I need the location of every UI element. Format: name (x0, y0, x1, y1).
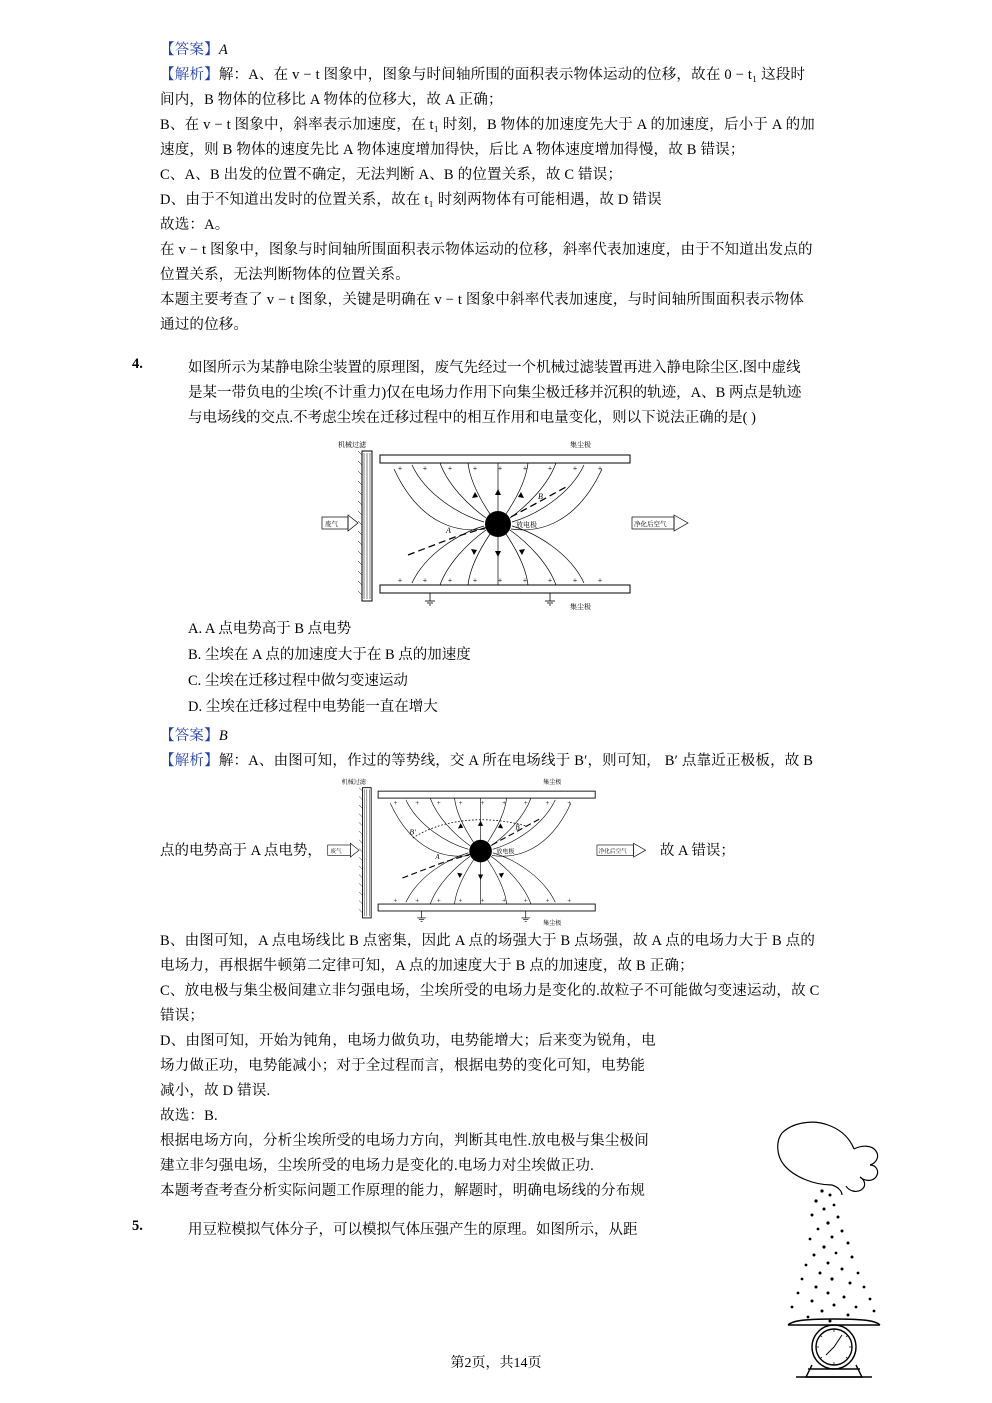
page-footer: 第2页，共14页 (450, 1356, 542, 1371)
svg-text:+: + (572, 464, 578, 473)
svg-text:+: + (523, 799, 528, 808)
svg-text:+: + (545, 896, 550, 905)
answer-value: B (218, 728, 228, 744)
q4-analysis-line-5: D、由图可知，开始为钝角，电场力做负功，电势能增大；后来变为锐角，电 (160, 1033, 656, 1049)
svg-text:机械过滤: 机械过滤 (341, 780, 366, 787)
q4-analysis-line-3: C、放电极与集尘极间建立非匀强电场，尘埃所受的电场力是变化的.故粒子不可能做匀变速运动，故 C (160, 983, 820, 999)
q3-answer-line (160, 38, 860, 63)
q3-analysis-line-3: 速度，则 B 物体的速度先比 A 物体速度增加得快，后比 A 物体速度增加得慢，故 B 错误； (160, 142, 745, 158)
q3-analysis-line-6: 故选：A。 (160, 217, 230, 233)
svg-text:A: A (435, 852, 440, 861)
svg-text:废气: 废气 (325, 521, 338, 528)
inline-text-left: 点的电势高于 A 点电势， (160, 843, 322, 859)
bean-scale-svg (762, 1115, 982, 1380)
q3-analysis-line-1: 间内，B 物体的位移比 A 物体的位移大，故 A 正确； (160, 92, 503, 108)
svg-text:+: + (522, 464, 528, 473)
svg-text:净化后空气: 净化后空气 (634, 521, 667, 528)
svg-text:B: B (515, 823, 520, 832)
svg-text:+: + (572, 576, 578, 585)
svg-text:+: + (447, 464, 453, 473)
svg-text:+: + (497, 576, 503, 585)
q4-answer-block (160, 724, 860, 1204)
figure-precipitator-1 (320, 437, 700, 612)
question-5 (132, 1218, 860, 1243)
answer-label: 【答案】 (160, 42, 219, 58)
svg-text:机械过滤: 机械过滤 (338, 442, 366, 449)
svg-text:+: + (567, 799, 572, 808)
q3-analysis-line-4: C、A、B 出发的位置不确定，无法判断 A、B 的位置关系，故 C 错误； (160, 167, 623, 183)
q3-analysis-line-7: 在 v − t 图象中，图象与时间轴所围面积表示物体运动的位移，斜率代表加速度，由于不知道出发点的 (160, 242, 813, 258)
question-4-choice-d[interactable]: D. 尘埃在迁移过程中电势能一直在增大 (188, 699, 438, 715)
precipitator-diagram-svg (320, 437, 700, 612)
q4-analysis-line-4: 错误； (160, 1008, 205, 1024)
figure-precipitator-2 (326, 774, 656, 929)
precipitator-diagram-2-svg (326, 774, 656, 929)
q4-analysis-line-10: 建立非匀强电场，尘埃所受的电场力是变化的.电场力对尘埃做正功. (160, 1158, 594, 1174)
q4-analysis-line-11: 本题考查考查分析实际问题工作原理的能力，解题时，明确电场线的分布规 (160, 1183, 646, 1199)
svg-text:+: + (597, 576, 603, 585)
svg-text:放电极: 放电极 (496, 849, 515, 856)
figure-precipitator-1-wrap (160, 437, 860, 612)
q4-analysis-line-7: 减小，故 D 错误. (160, 1083, 271, 1099)
question-4-stem-line-0: 如图所示为某静电除尘装置的原理图，废气先经过一个机械过滤装置再进入静电除尘区.图中虚线 (188, 360, 801, 376)
svg-text:+: + (597, 464, 603, 473)
svg-text:+: + (436, 896, 441, 905)
svg-text:放电极: 放电极 (516, 522, 537, 529)
svg-text:+: + (480, 896, 485, 905)
svg-text:+: + (422, 464, 428, 473)
svg-text:B′: B′ (409, 827, 416, 837)
svg-text:+: + (397, 576, 403, 585)
q4-analysis-line-1: B、由图可知，A 点电场线比 B 点密集，因此 A 点的场强大于 B 点场强，故 A 点的电场力大于 B 点的 (160, 933, 816, 949)
question-4-stem-line-2: 与电场线的交点.不考虑尘埃在迁移过程中的相互作用和电量变化，则以下说法正确的是( ) (188, 410, 756, 426)
q3-analysis-line-2: B、在 v − t 图象中，斜率表示加速度，在 t₁ 时刻，B 物体的加速度先大于 A 的加速度，后小于 A 的加 (160, 117, 815, 133)
question-4-choice-c[interactable]: C. 尘埃在迁移过程中做匀变速运动 (188, 673, 408, 689)
svg-text:+: + (415, 896, 420, 905)
svg-text:+: + (497, 464, 503, 473)
q4-answer-inline-figure-row (160, 774, 860, 929)
q3-answer-block (160, 38, 860, 338)
svg-text:+: + (458, 896, 463, 905)
q3-analysis-line-0 (160, 63, 860, 88)
answer-label: 【答案】 (160, 728, 219, 744)
question-4-choice-b[interactable]: B. 尘埃在 A 点的加速度大于在 B 点的加速度 (188, 647, 471, 663)
svg-text:A: A (446, 526, 451, 535)
q3-analysis-line-9: 本题主要考查了 v − t 图象，关键是明确在 v − t 图象中斜率代表加速度，与时间轴所围面积表示物体 (160, 292, 805, 308)
svg-text:+: + (567, 896, 572, 905)
svg-text:+: + (501, 896, 506, 905)
svg-text:+: + (422, 576, 428, 585)
svg-text:净化后空气: 净化后空气 (598, 848, 627, 855)
svg-text:+: + (522, 576, 528, 585)
svg-text:+: + (397, 464, 403, 473)
svg-text:+: + (547, 576, 553, 585)
svg-text:+: + (458, 799, 463, 808)
svg-text:+: + (393, 799, 398, 808)
svg-text:+: + (436, 799, 441, 808)
svg-text:集尘极: 集尘极 (543, 920, 562, 927)
svg-text:+: + (415, 799, 420, 808)
analysis-label: 【解析】 (160, 67, 219, 83)
inline-text-right: 故 A 错误； (659, 843, 735, 859)
q3-analysis-line-10: 通过的位移。 (160, 317, 249, 333)
svg-text:+: + (523, 896, 528, 905)
svg-text:+: + (545, 799, 550, 808)
q3-analysis-line-5: D、由于不知道出发时的位置关系，故在 t₁ 时刻两物体有可能相遇，故 D 错误 (160, 192, 662, 208)
q4-analysis-line-9: 根据电场方向，分析尘埃所受的电场力方向，判断其电性.放电极与集尘极间 (160, 1133, 649, 1149)
answer-value: A (218, 42, 228, 58)
svg-text:+: + (547, 464, 553, 473)
svg-text:集尘极: 集尘极 (570, 442, 591, 449)
q4-answer-line (160, 724, 860, 749)
analysis-text-0: 解：A、由图可知，作过的等势线，交 A 所在电场线于 B′，则可知， B′ 点靠近正极板，故 B (218, 753, 814, 769)
page-content (132, 38, 860, 1243)
bean-pouring-illustration (762, 1115, 982, 1380)
question-4 (132, 356, 860, 720)
question-4-number: 4. (132, 356, 143, 372)
analysis-text-0: 解：A、在 v − t 图象中，图象与时间轴所围的面积表示物体运动的位移，故在 0 − t₁ 这段时 (218, 67, 806, 83)
q4-analysis-line-2: 电场力，再根据牛顿第二定律可知，A 点的加速度大于 B 点的加速度，故 B 正确； (160, 958, 694, 974)
question-4-stem-line-1: 是某一带负电的尘埃(不计重力)仅在电场力作用下向集尘极迁移并沉积的轨迹，A、B 两点是轨迹 (188, 385, 802, 401)
analysis-label: 【解析】 (160, 753, 219, 769)
svg-text:集尘极: 集尘极 (570, 604, 591, 611)
svg-text:+: + (393, 896, 398, 905)
question-5-number: 5. (132, 1218, 143, 1234)
q4-analysis-line-0 (160, 749, 860, 774)
question-4-choice-a[interactable]: A. A 点电势高于 B 点电势 (188, 621, 352, 637)
svg-text:+: + (472, 576, 478, 585)
svg-text:B: B (538, 492, 543, 501)
q4-analysis-line-6: 场力做正功，电势能减小；对于全过程而言，根据电势的变化可知，电势能 (160, 1058, 646, 1074)
svg-text:废气: 废气 (330, 848, 342, 855)
svg-text:+: + (447, 576, 453, 585)
question-4-stem (188, 356, 860, 431)
question-5-stem: 用豆粒模拟气体分子，可以模拟气体压强产生的原理。如图所示，从距 (188, 1222, 638, 1238)
svg-text:集尘极: 集尘极 (543, 780, 562, 787)
svg-text:+: + (472, 464, 478, 473)
svg-text:+: + (480, 799, 485, 808)
svg-text:+: + (501, 799, 506, 808)
q3-analysis-line-8: 位置关系，无法判断物体的位置关系。 (160, 267, 410, 283)
q4-analysis-line-8: 故选：B. (160, 1108, 218, 1124)
